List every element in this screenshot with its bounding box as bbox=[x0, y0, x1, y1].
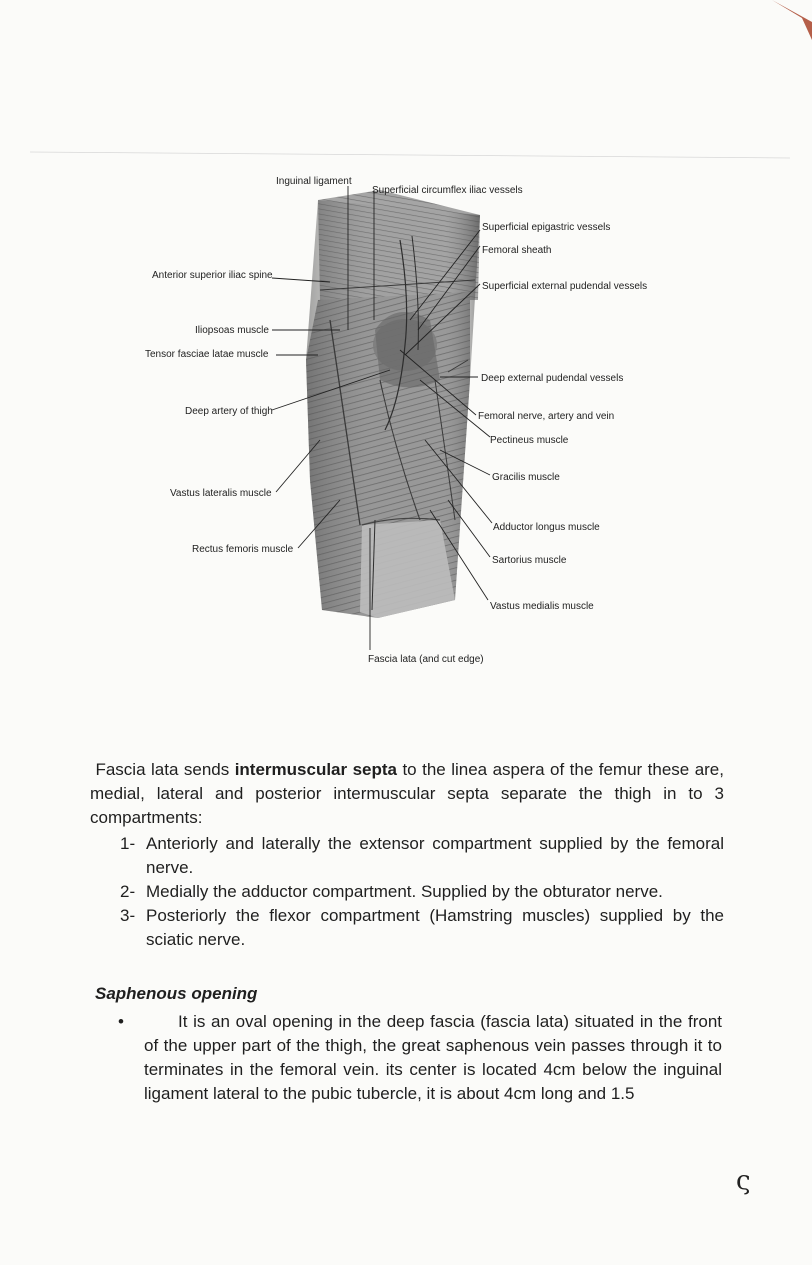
label-anterior-superior-iliac-spine: Anterior superior iliac spine bbox=[152, 270, 273, 281]
intro-paragraph: Fascia lata sends intermuscular septa to the linea aspera of the femur these are, medial, lateral and posterior intermuscular septa separate the thigh in to 3 compartments: bbox=[90, 760, 724, 827]
label-inguinal-ligament: Inguinal ligament bbox=[276, 176, 352, 187]
compartment-list bbox=[90, 832, 724, 952]
label-femoral-nerve-artery-vein: Femoral nerve, artery and vein bbox=[478, 411, 615, 422]
saphenous-bullet-paragraph bbox=[118, 1010, 722, 1106]
list-item: 3- Posteriorly the flexor compartment (Hamstring muscles) supplied by the sciatic nerve. bbox=[120, 906, 724, 949]
label-fascia-lata: Fascia lata (and cut edge) bbox=[368, 654, 484, 665]
label-adductor-longus-muscle: Adductor longus muscle bbox=[493, 522, 600, 533]
label-superficial-epigastric-vessels: Superficial epigastric vessels bbox=[482, 222, 611, 233]
label-vastus-lateralis-muscle: Vastus lateralis muscle bbox=[170, 488, 272, 499]
intro-paragraph-block bbox=[90, 758, 724, 952]
list-item: 1- Anteriorly and laterally the extensor compartment supplied by the femoral nerve. bbox=[120, 834, 724, 877]
label-rectus-femoris-muscle: Rectus femoris muscle bbox=[192, 544, 294, 555]
label-sartorius-muscle: Sartorius muscle bbox=[492, 555, 567, 566]
label-vastus-medialis-muscle: Vastus medialis muscle bbox=[490, 601, 594, 612]
section-heading: Saphenous opening bbox=[95, 984, 258, 1003]
saphenous-text: It is an oval opening in the deep fascia (fascia lata) situated in the front of the upper part of the thigh, the great saphenous vein passes through it to terminates in the femoral vein. its center is located 4cm below the inguinal ligament lateral to the pubic tubercle, it is about 4cm long and 1.5 bbox=[144, 1012, 722, 1103]
label-pectineus-muscle: Pectineus muscle bbox=[490, 435, 569, 446]
bullet-icon: • bbox=[118, 1012, 124, 1031]
label-deep-external-pudendal-vessels: Deep external pudendal vessels bbox=[481, 373, 624, 384]
list-item: 2- Medially the adductor compartment. Supplied by the obturator nerve. bbox=[120, 882, 663, 901]
label-femoral-sheath: Femoral sheath bbox=[482, 245, 552, 256]
label-tensor-fasciae-latae-muscle: Tensor fasciae latae muscle bbox=[145, 349, 269, 360]
label-deep-artery-of-thigh: Deep artery of thigh bbox=[185, 406, 273, 417]
label-iliopsoas-muscle: Iliopsoas muscle bbox=[195, 325, 269, 336]
label-gracilis-muscle: Gracilis muscle bbox=[492, 472, 560, 483]
label-superficial-external-pudendal-vessels: Superficial external pudendal vessels bbox=[482, 281, 648, 292]
page-number: ς bbox=[736, 1166, 751, 1196]
label-superficial-circumflex-iliac-vessels: Superficial circumflex iliac vessels bbox=[372, 185, 523, 196]
intermuscular-septa-term: intermuscular septa bbox=[234, 760, 397, 779]
